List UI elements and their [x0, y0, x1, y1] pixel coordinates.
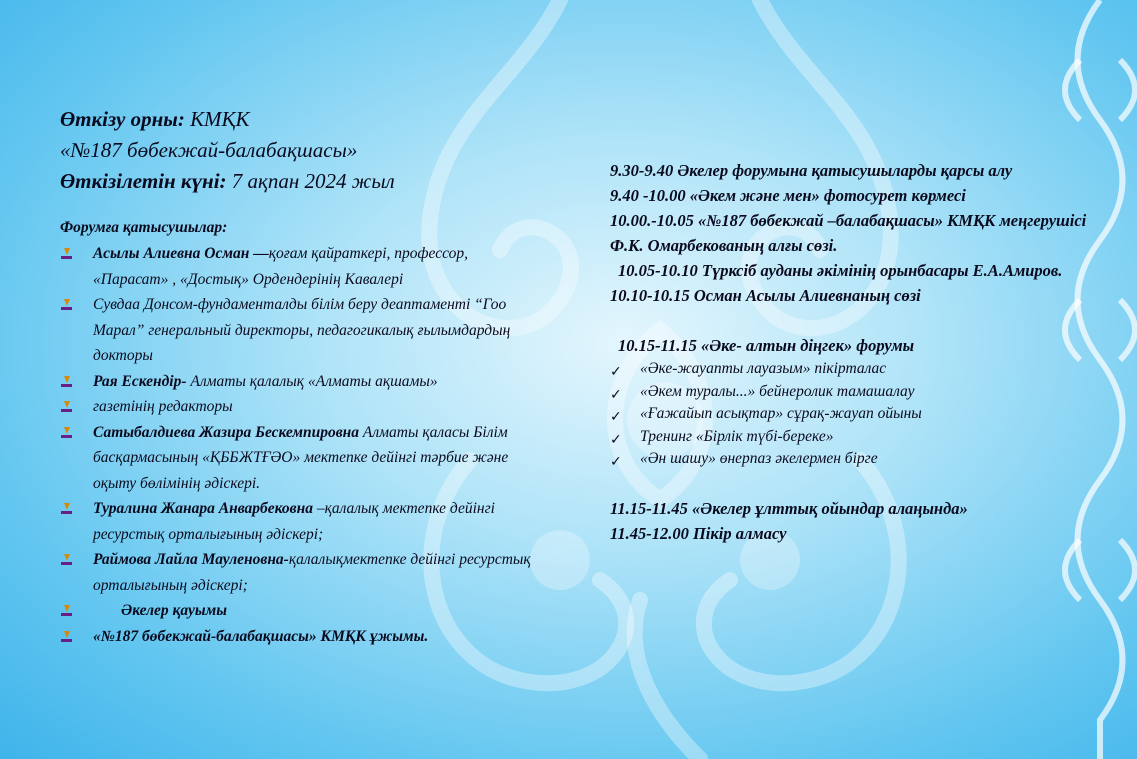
bullet-icon: [61, 299, 72, 311]
venue-date-label: Өткізілетін күні:: [60, 169, 227, 193]
participant-text: қоғам қайраткері, профессор, «Парасат» , «Достық» Ордендерінің Кавалері: [93, 245, 468, 288]
forum-title: 10.15-11.15 «Әке- алтын діңгек» форумы: [618, 336, 915, 355]
participant-text: Алматы қалалық «Алматы ақшамы»: [186, 372, 438, 390]
bullet-icon: [61, 248, 72, 260]
schedule-item: 9.40 -10.00 «Әкем және мен» фотосурет көрмесі: [610, 186, 966, 205]
bullet-icon: [61, 401, 72, 413]
checklist-text: «Ән шашу» өнерпаз әкелермен бірге: [640, 450, 878, 467]
venue-line: [60, 104, 540, 135]
bullet-icon: [61, 376, 72, 388]
list-item: [60, 369, 540, 395]
schedule-item: 11.45-12.00 Пікір алмасу: [610, 523, 787, 543]
right-column: [610, 158, 1110, 546]
list-item: [60, 420, 540, 497]
checkmark-icon: ✓: [610, 386, 622, 403]
schedule-item: 10.10-10.15 Осман Асылы Алиевнаның сөзі: [610, 286, 921, 305]
checklist-text: «Әкем туралы...» бейнеролик тамашалау: [640, 382, 915, 400]
list-item: [60, 241, 540, 292]
schedule-item: 9.30-9.40 Әкелер форумына қатысушыларды қарсы алу: [610, 161, 1013, 180]
checklist-text: Тренинг «Бірлік түбі-береке»: [640, 427, 834, 445]
participants-list: [60, 241, 540, 649]
list-item: [610, 403, 1110, 426]
checkmark-icon: ✓: [610, 431, 622, 448]
list-item: [60, 394, 540, 420]
venue-date-value: 7 ақпан 2024 жыл: [231, 169, 395, 193]
participant-name: Әкелер қауымы: [121, 602, 227, 619]
bullet-icon: [61, 427, 72, 439]
participant-text: –қалалық мектепке дейінгі ресурстық орталығының әдіскері;: [93, 500, 495, 543]
venue-place-value2: «№187 бөбекжай-балабақшасы»: [60, 138, 358, 162]
list-item: [60, 547, 540, 598]
list-item: [60, 496, 540, 547]
checklist-text: «Ғажайып асықтар» сұрақ-жауап ойыны: [640, 405, 922, 422]
list-item: [60, 624, 540, 650]
participant-name: «№187 бөбекжай-балабақшасы» КМҚК ұжымы.: [93, 627, 429, 645]
participant-text: қалалықмектепке дейінгі ресурстық орталығының әдіскері;: [93, 551, 531, 594]
list-item: [60, 598, 540, 624]
forum-checklist: [610, 358, 1110, 471]
participant-name: Туралина Жанара Анварбековна: [93, 500, 313, 517]
checkmark-icon: ✓: [610, 409, 622, 425]
left-column: [60, 104, 540, 649]
checkmark-icon: ✓: [610, 364, 622, 380]
participant-text: Сувдаа Донсом-фундаменталды білім беру деаптаменті “Гоо Марал” генеральный директоры, педагогикалық ғылымдардың докторы: [93, 296, 511, 364]
checklist-text: «Әке-жауапты лауазым» пікірталас: [640, 360, 887, 377]
participant-text: газетінің редакторы: [93, 398, 233, 415]
participant-name: Рая Ескендір-: [93, 372, 187, 390]
list-item: [610, 448, 1110, 471]
list-item: [610, 358, 1110, 381]
schedule-item: 11.15-11.45 «Әкелер ұлттық ойындар алаңында»: [610, 498, 968, 518]
bullet-icon: [61, 631, 72, 643]
bullet-icon: [61, 503, 72, 515]
checkmark-icon: ✓: [610, 454, 622, 470]
participant-name: Асылы Алиевна Осман —: [93, 245, 269, 262]
list-item: [610, 381, 1110, 404]
participant-name: Сатыбалдиева Жазира Бескемпировна: [93, 423, 360, 441]
list-item: [610, 426, 1110, 449]
venue-place-label: Өткізу орны:: [60, 107, 185, 131]
schedule-item: 10.00.-10.05 «№187 бөбекжай –балабақшасы» КМҚК меңгерушісі Ф.К. Омарбекованың алғы сөзі.: [610, 211, 1087, 255]
participants-title: Форумға қатысушылар:: [60, 219, 228, 236]
venue-date-line: [60, 166, 540, 197]
bullet-icon: [61, 554, 72, 566]
bullet-icon: [61, 605, 72, 617]
schedule-item: 10.05-10.10 Түрксіб ауданы әкімінің орынбасары Е.А.Амиров.: [618, 261, 1063, 280]
participant-text: Алматы қаласы Білім басқармасының «ҚББЖТҒӘО» мектепке дейінгі тәрбие және оқыту бөлімінің әдіскері.: [93, 423, 509, 492]
participant-name: Раймова Лайла Мауленовна-: [93, 551, 289, 568]
venue-place-value: КМҚК: [190, 107, 250, 131]
list-item: [60, 292, 540, 369]
